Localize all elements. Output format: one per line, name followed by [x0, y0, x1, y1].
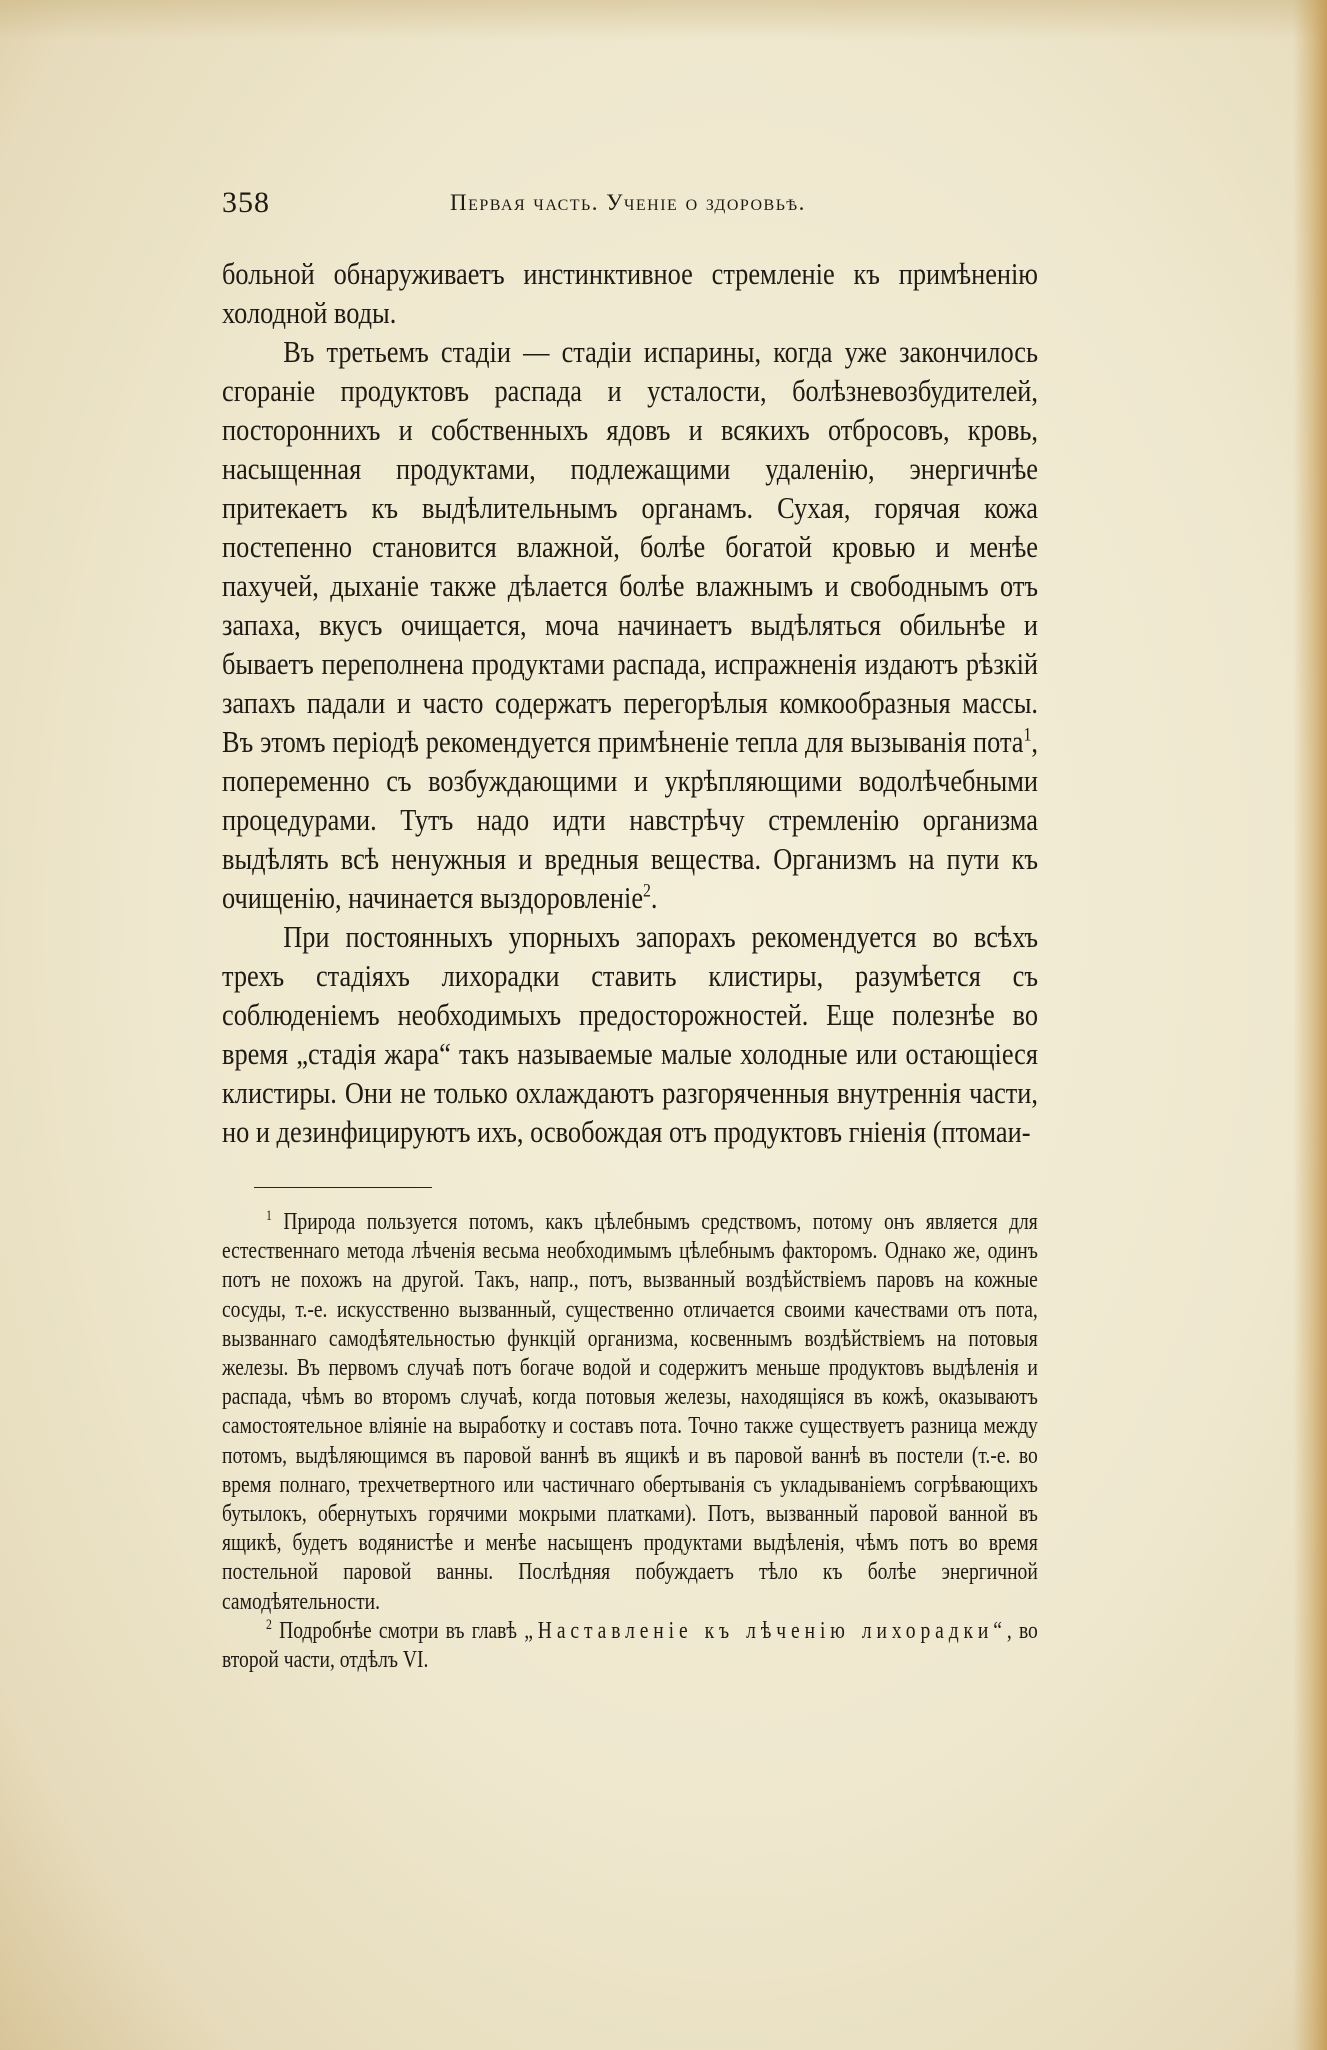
footnote-separator [254, 1187, 432, 1188]
footnote-2-text-a: Подробнѣе смотри въ главѣ [279, 1617, 518, 1644]
paragraph-3: При постоянныхъ упорныхъ запорахъ рекомендуется во всѣхъ трехъ стадіяхъ лихорадки ставить клистиры, разумѣется съ соблюденіемъ необходимыхъ предосторожностей. Еще полезнѣе во время „стадія жара“ такъ называемые малые холодные или остающіеся клистиры. Они не только охлаждаютъ разгоряченныя внутреннія части, но и дезинфицируютъ ихъ, освобождая отъ продуктовъ гніенія (птомаи- [222, 919, 1038, 1149]
main-text [222, 254, 1038, 1151]
footnote-ref-1: 1 [1023, 724, 1032, 746]
paragraph-1: больной обнаруживаетъ инстинктивное стремленіе къ примѣненію холодной воды. [222, 256, 1038, 330]
page-number: 358 [222, 186, 270, 219]
footnote-ref-2: 2 [643, 880, 651, 902]
page-header [222, 186, 1040, 226]
footnote-2 [222, 1617, 1038, 1675]
footnote-1-mark: 1 [266, 1208, 272, 1224]
running-head: Первая часть. Ученіе о здоровьѣ. [450, 190, 806, 215]
paragraph-2-text-a: Въ третьемъ стадіи — стадіи испарины, когда уже закончилось сгораніе продуктовъ распада и усталости, болѣзневозбудителей, постороннихъ и собственныхъ ядовъ и всякихъ отбросовъ, кровь, насыщенная продуктами, подлежащими удаленію, энергичнѣе притекаетъ къ выдѣлительнымъ органамъ. Сухая, горячая кожа постепенно становится влажной, болѣе богатой кровью и менѣе пахучей, дыханіе также дѣлается болѣе влажнымъ и свободнымъ отъ запаха, вкусъ очищается, моча начинаетъ выдѣляться обильнѣе и бываетъ переполнена продуктами распада, испражненія издаютъ рѣзкій запахъ падали и часто содержатъ перегорѣлыя комкообразныя массы. Въ этомъ періодѣ рекомендуется примѣненіе тепла для вызыванія пота [222, 334, 1038, 759]
page-edge-shading [1293, 0, 1327, 2050]
footnote-2-chapter-title: „Наставленіе къ лѣченію лихорадки“ [524, 1617, 1007, 1644]
footnote-2-text-b: , во второй части, отдѣлъ VI. [222, 1617, 1038, 1674]
footnote-1-text: Природа пользуется потомъ, какъ цѣлебнымъ средствомъ, потому онъ является для естественнаго метода лѣченія весьма необходимымъ цѣлебнымъ факторомъ. Однако же, одинъ потъ не похожъ на другой. Такъ, напр., потъ, вызванный воздѣйствіемъ паровъ на кожные сосуды, т.-е. искусственно вызванный, существенно отличается своими качествами отъ пота, вызваннаго самодѣятельностью функцій организма, косвеннымъ воздѣйствіемъ на потовыя железы. Въ первомъ случаѣ потъ богаче водой и содержитъ меньше продуктовъ выдѣленія и распада, чѣмъ во второмъ случаѣ, когда потовыя железы, находящіяся въ кожѣ, оказываютъ самостоятельное вліяніе на выработку и составъ пота. Точно также существуетъ разница между потомъ, выдѣляющимся въ паровой ваннѣ въ ящикѣ и въ паровой ваннѣ въ постели (т.-е. во время полнаго, трехчетвертного или частичнаго обертыванія съ укладываніемъ согрѣвающихъ бутылокъ, обернутыхъ горячими мокрыми платками). Потъ, вызванный паровой ванной въ ящикѣ, будетъ водянистѣе и менѣе насыщенъ продуктами выдѣленія, чѣмъ потъ во время постельной паровой ванны. Послѣдняя побуждаетъ тѣло къ болѣе энергичной самодѣятельности. [222, 1209, 1038, 1615]
footnote-1 [222, 1208, 1038, 1617]
paragraph-2-text-c: . [650, 880, 658, 915]
footnote-2-mark: 2 [266, 1616, 272, 1633]
footnotes [222, 1208, 1038, 1675]
paragraph-2-text-b: , попеременно съ возбуждающими и укрѣпляющими водолѣчебными процедурами. Тутъ надо идти навстрѣчу стремленію организма выдѣлять всѣ ненужныя и вредныя вещества. Организмъ на пути къ очищенію, начинается выздоровленіе [222, 724, 1038, 915]
paragraph-2 [222, 332, 1038, 917]
page-top-shading [0, 0, 1327, 40]
